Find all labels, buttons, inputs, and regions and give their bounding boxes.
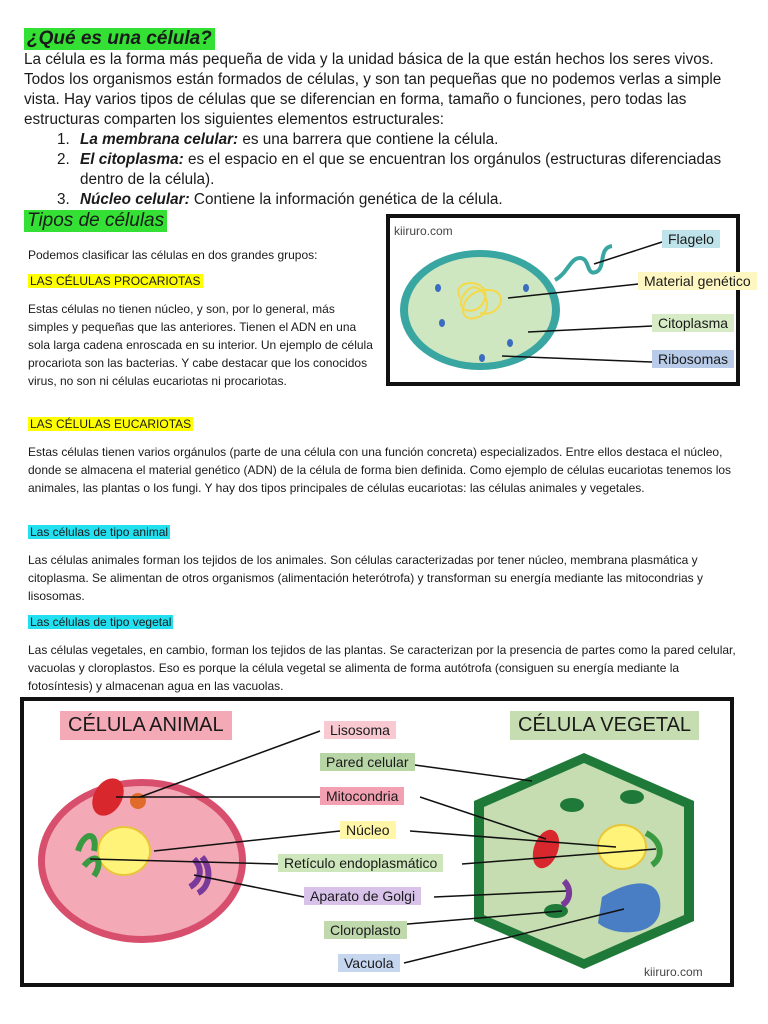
bacteria-diagram: [386, 214, 751, 386]
label-flagelo: Flagelo: [662, 230, 720, 248]
animal-heading: Las células de tipo animal: [30, 525, 169, 539]
list-term: La membrana celular:: [80, 131, 239, 148]
euk-heading: LAS CÉLULAS EUCARIOTAS: [30, 417, 192, 431]
label-mitocondria: Mitocondria: [320, 787, 404, 805]
animal-nucleus: [98, 827, 150, 875]
list-item: [74, 150, 744, 190]
list-text: Contiene la información genética de la célula.: [189, 191, 503, 208]
label-vacuola: Vacuola: [338, 954, 400, 972]
cells-illustration: [24, 701, 730, 983]
label-material-genetico: Material genético: [638, 272, 757, 290]
label-pared-celular: Pared celular: [320, 753, 415, 771]
intro-block: [24, 50, 744, 210]
list-item: [74, 130, 744, 150]
flagellum: [555, 246, 612, 280]
plant-nucleus: [598, 825, 646, 869]
bacteria-cytoplasm: [408, 257, 552, 363]
animal-paragraph: Las células animales forman los tejidos de los animales. Son células caracterizadas por tener núcleo, membrana plasmática y citoplasma. Se alimentan de otros organismos (alimentación heterótrofa) y transforman su energía mediante las mitocondrias y lisosomas.: [28, 553, 703, 603]
ribosome: [507, 339, 513, 347]
plant-chloroplast: [620, 790, 644, 804]
cell-comparison-diagram: [20, 697, 734, 987]
brand-logo: kiiruro.com: [644, 965, 703, 979]
label-golgi: Aparato de Golgi: [304, 887, 421, 905]
intro-paragraph: La célula es la forma más pequeña de vida y la unidad básica de la que están hechos los seres vivos. Todos los organismos están formados de células, y son tan pequeñas que no podemos verlas a simple vista. Hay varios tipos de células que se diferencian en forma, tamaño o funciones, pero todas las estructuras comparten los siguientes elementos estructurales:: [24, 51, 722, 128]
plant-heading: Las células de tipo vegetal: [30, 615, 172, 629]
list-item: [74, 190, 744, 210]
ribosome: [435, 284, 441, 292]
label-reticulo: Retículo endoplasmático: [278, 854, 443, 872]
ribosome: [479, 354, 485, 362]
section-title: Tipos de células: [24, 210, 167, 232]
animal-cell-title: CÉLULA ANIMAL: [60, 711, 232, 740]
prok-paragraph: Estas células no tienen núcleo, y son, por lo general, más simples y pequeñas que las anteriores. Tienen el ADN en una sola larga cadena enroscada en su interior. Un ejemplo de célula procariota son las bacterias. Y cabe destacar que los conocidos virus, no son ni células eucariotas ni procariotas.: [28, 302, 373, 388]
ribosome: [439, 319, 445, 327]
label-nucleo: Núcleo: [340, 821, 396, 839]
plant-chloroplast: [560, 798, 584, 812]
label-cloroplasto: Cloroplasto: [324, 921, 407, 939]
page-title: ¿Qué es una célula?: [24, 28, 215, 50]
label-ribosomas: Ribosomas: [652, 350, 734, 368]
structure-list: [24, 130, 744, 210]
types-intro: Podemos clasificar las células en dos grandes grupos:: [28, 248, 318, 262]
list-term: Núcleo celular:: [80, 191, 190, 208]
label-citoplasma: Citoplasma: [652, 314, 734, 332]
list-term: El citoplasma:: [80, 151, 184, 168]
prok-heading: LAS CÉLULAS PROCARIOTAS: [30, 274, 201, 288]
plant-paragraph: Las células vegetales, en cambio, forman los tejidos de las plantas. Se caracterizan por la presencia de partes como la pared celular, vacuolas y cloroplastos. Eso es porque la célula vegetal se alimenta de forma autótrofa (consiguen su energía mediante la fotosíntesis) y almacenan agua en las vacuolas.: [28, 643, 736, 693]
label-lisosoma: Lisosoma: [324, 721, 396, 739]
ribosome: [523, 284, 529, 292]
plant-cell-title: CÉLULA VEGETAL: [510, 711, 699, 740]
list-text: es una barrera que contiene la célula.: [238, 131, 499, 148]
brand-logo: kiiruro.com: [394, 224, 453, 238]
list-text: es el espacio en el que se encuentran los orgánulos (estructuras diferenciadas dentro de la célula).: [80, 151, 722, 188]
euk-paragraph: Estas células tienen varios orgánulos (parte de una célula con una función concreta) especializados. Entre ellos destaca el núcleo, donde se almacena el material genético (ADN) de la célula de forma bien definida. Como ejemplo de células eucariotas tenemos los animales, las plantas o los fungi. Y hay dos tipos principales de células eucariotas: las células animales y vegetales.: [28, 445, 732, 495]
